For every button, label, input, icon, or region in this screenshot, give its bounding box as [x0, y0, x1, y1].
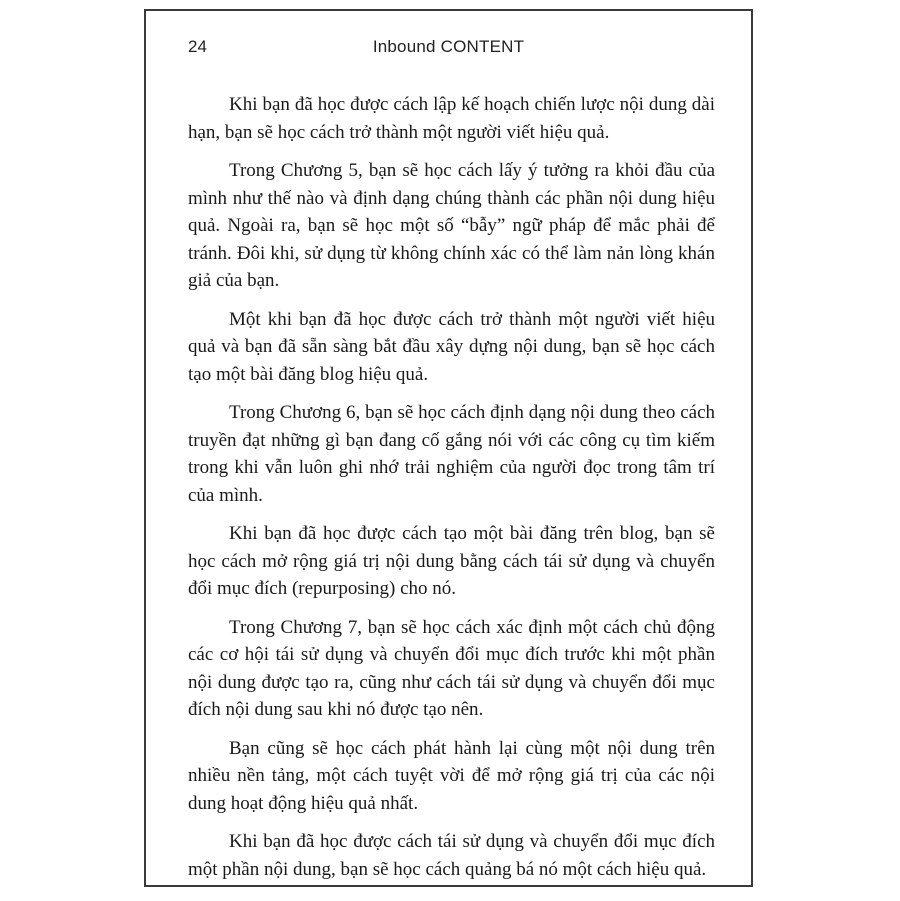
running-title: Inbound CONTENT [372, 37, 525, 56]
paragraph-6: Trong Chương 7, bạn sẽ học cách xác định một cách chủ động các cơ hội tái sử dụng và chuyển đổi mục đích trước khi một phần nội dung được tạo ra, cũng như cách tái sử dụng và chuyển đổi mục đích nội dung sau khi nó được tạo nên. [188, 616, 715, 720]
page-header [188, 37, 709, 61]
paragraph-1: Khi bạn đã học được cách lập kế hoạch chiến lược nội dung dài hạn, bạn sẽ học cách trở thành một người viết hiệu quả. [188, 94, 715, 143]
paragraph-3: Một khi bạn đã học được cách trở thành một người viết hiệu quả và bạn đã sẵn sàng bắt đầu xây dựng nội dung, bạn sẽ học cách tạo một bài đăng blog hiệu quả. [188, 308, 715, 385]
paragraph-8: Khi bạn đã học được cách tái sử dụng và chuyển đổi mục đích một phần nội dung, bạn sẽ học cách quảng bá nó một cách hiệu quả. [188, 831, 715, 880]
paragraph-2: Trong Chương 5, bạn sẽ học cách lấy ý tưởng ra khỏi đầu của mình như thế nào và định dạng chúng thành các phần nội dung hiệu quả. Ngoài ra, bạn sẽ học một số “bẫy” ngữ pháp để mắc phải để tránh. Đôi khi, sử dụng từ không chính xác có thể làm nản lòng khán giả của bạn. [188, 160, 715, 291]
paragraph-5: Khi bạn đã học được cách tạo một bài đăng trên blog, bạn sẽ học cách mở rộng giá trị nội dung bằng cách tái sử dụng và chuyển đổi mục đích (repurposing) cho nó. [188, 523, 715, 599]
body-text [188, 91, 715, 894]
paragraph-7: Bạn cũng sẽ học cách phát hành lại cùng một nội dung trên nhiều nền tảng, một cách tuyệt vời để mở rộng giá trị của các nội dung hoạt động hiệu quả nhất. [188, 737, 715, 814]
paragraph-4: Trong Chương 6, bạn sẽ học cách định dạng nội dung theo cách truyền đạt những gì bạn đang cố gắng nói với các công cụ tìm kiếm trong khi vẫn luôn ghi nhớ trải nghiệm của người đọc trong tâm trí của mình. [188, 402, 715, 506]
page-number: 24 [188, 37, 207, 56]
book-page [144, 9, 753, 887]
